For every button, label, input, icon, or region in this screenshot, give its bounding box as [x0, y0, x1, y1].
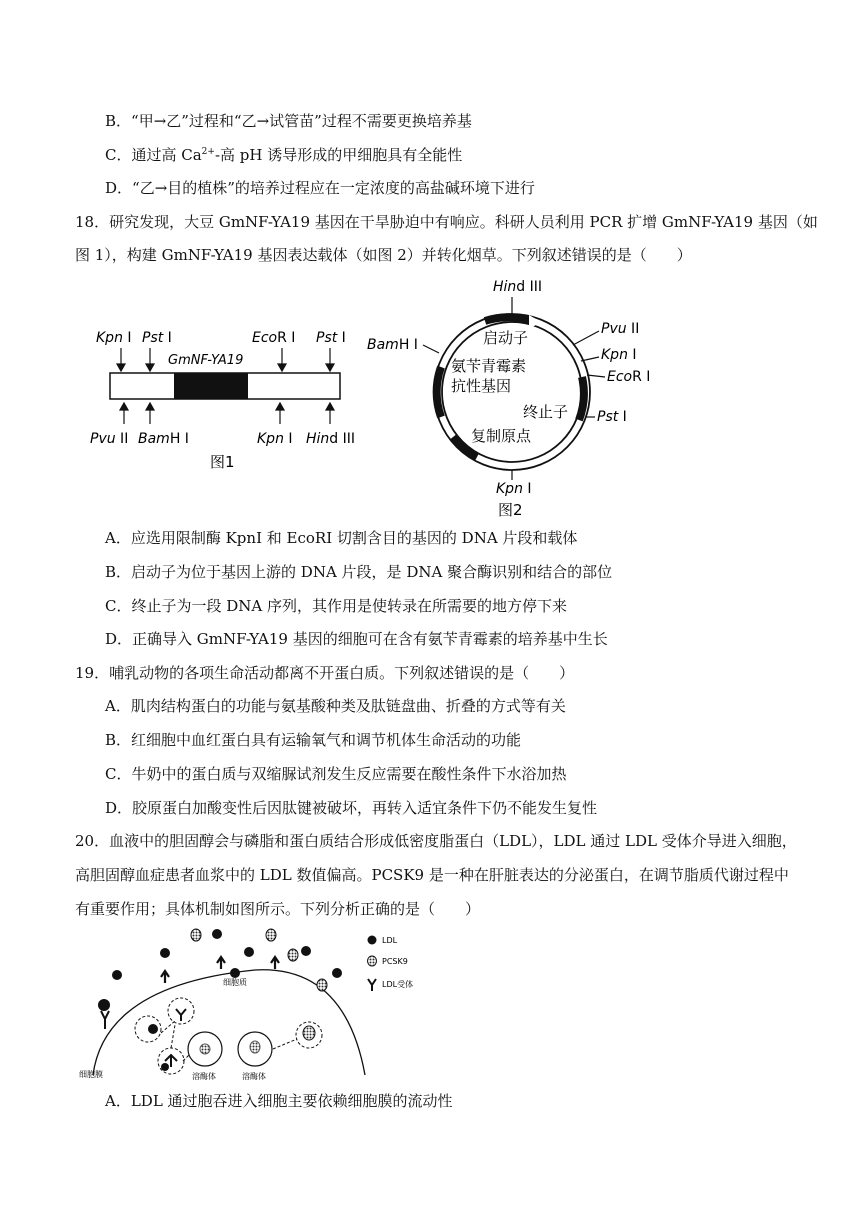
fig1-site-pst-1: Pst I	[142, 330, 172, 346]
q19-stem: 19．哺乳动物的各项生命活动都离不开蛋白质。下列叙述错误的是（ ）	[75, 664, 575, 682]
q18-option-d: D．正确导入 GmNF-YA19 基因的细胞可在含有氨苄青霉素的培养基中生长	[105, 630, 608, 648]
fig2-site-kpn-bottom: Kpn I	[496, 481, 532, 497]
figure-2-plasmid-map	[365, 275, 665, 520]
fig2-resistance-line2: 抗性基因	[451, 377, 512, 395]
q18-option-a: A．应选用限制酶 KpnI 和 EcoRI 切割含目的基因的 DNA 片段和载体	[105, 529, 578, 547]
q17-option-c-post: -高 pH 诱导形成的甲细胞具有全能性	[214, 146, 463, 164]
fig2-promoter-label: 启动子	[483, 329, 529, 347]
q17-option-c-pre: C．通过高 Ca	[105, 146, 202, 164]
q18-stem-line1: 18．研究发现，大豆 GmNF-YA19 基因在干旱胁迫中有响应。科研人员利用 PCR 扩增 GmNF-YA19 基因（如	[75, 213, 818, 231]
cytoplasm-label: 细胞质	[223, 978, 247, 987]
ldl-particles	[98, 929, 342, 1034]
q20-option-a: A．LDL 通过胞吞进入细胞主要依赖细胞膜的流动性	[105, 1092, 453, 1110]
legend-pcsk9: PCSK9	[382, 957, 408, 966]
pcsk9-particles	[191, 929, 327, 991]
q19-option-a: A．肌肉结构蛋白的功能与氨基酸种类及肽链盘曲、折叠的方式等有关	[105, 697, 566, 715]
q20-stem-line2: 高胆固醇血症患者血浆中的 LDL 数值偏高。PCSK9 是一种在肝脏表达的分泌蛋白，在调节脂质代谢过程中	[75, 866, 789, 884]
fig1-bottom-arrows	[120, 403, 334, 424]
q19-option-d: D．胶原蛋白加酸变性后因肽键被破坏，再转入适宜条件下仍不能发生复性	[105, 799, 598, 817]
fig1-caption: 图1	[210, 453, 235, 471]
q19-option-b: B．红细胞中血红蛋白具有运输氧气和调节机体生命活动的功能	[105, 731, 522, 749]
fig2-resistance-line1: 氨苄青霉素	[451, 357, 527, 375]
fig1-site-pvuii: Pvu II	[90, 431, 129, 447]
endocytic-vesicles	[135, 998, 322, 1074]
fig1-site-hindiii: Hind III	[306, 431, 356, 447]
q20-stem-line1: 20．血液中的胆固醇会与磷脂和蛋白质结合形成低密度脂蛋白（LDL），LDL 通过 LDL 受体介导进入细胞，	[75, 832, 797, 850]
legend-receptor: LDL受体	[382, 980, 414, 989]
fig2-site-bamhi: BamH I	[367, 337, 418, 353]
q20-stem-line3: 有重要作用；具体机制如图所示。下列分析正确的是（ ）	[75, 900, 481, 918]
q17-option-b: B．“甲→乙”过程和“乙→试管苗”过程不需要更换培养基	[105, 112, 472, 130]
q18-option-b: B．启动子为位于基因上游的 DNA 片段，是 DNA 聚合酶识别和结合的部位	[105, 563, 613, 581]
legend-ldl: LDL	[382, 936, 398, 945]
fig2-terminator-label: 终止子	[523, 403, 569, 421]
fig2-site-psti: Pst I	[597, 409, 627, 425]
fig1-target-gene	[174, 373, 248, 399]
q19-option-c: C．牛奶中的蛋白质与双缩脲试剂发生反应需要在酸性条件下水浴加热	[105, 765, 567, 783]
fig1-site-kpn-2: Kpn I	[257, 431, 293, 447]
fig2-site-pvuii: Pvu II	[601, 321, 640, 337]
q17-option-c	[105, 145, 462, 165]
fig2-site-hindiii: Hind III	[493, 279, 543, 295]
fig2-site-kpn-right: Kpn I	[601, 347, 637, 363]
fig2-caption: 图2	[498, 501, 523, 519]
figure-1-gene-map	[80, 320, 370, 480]
fig1-gene-label: GmNF-YA19	[168, 353, 244, 368]
q20-legend	[368, 936, 414, 992]
fig2-site-ecori: EcoR I	[607, 369, 651, 385]
fig1-site-kpn: Kpn I	[96, 330, 132, 346]
lysosome-label-2: 溶酶体	[242, 1072, 266, 1081]
q17-option-c-sup: 2+	[201, 147, 215, 157]
fig1-site-ecori: EcoR I	[252, 330, 296, 346]
lysosomes	[188, 1032, 272, 1066]
q18-option-c: C．终止子为一段 DNA 序列，其作用是使转录在所需要的地方停下来	[105, 597, 567, 615]
fig2-origin-label: 复制原点	[471, 427, 532, 445]
fig1-site-bamhi: BamH I	[138, 431, 189, 447]
fig1-site-pst-2: Pst I	[316, 330, 346, 346]
q20-ldl-mechanism-figure	[75, 925, 445, 1085]
lysosome-label-1: 溶酶体	[192, 1072, 216, 1081]
q17-option-d: D．“乙→目的植株”的培养过程应在一定浓度的高盐碱环境下进行	[105, 179, 535, 197]
q18-stem-line2: 图 1），构建 GmNF-YA19 基因表达载体（如图 2）并转化烟草。下列叙述错误的是（ ）	[75, 246, 692, 264]
membrane-label: 细胞膜	[79, 1070, 103, 1079]
